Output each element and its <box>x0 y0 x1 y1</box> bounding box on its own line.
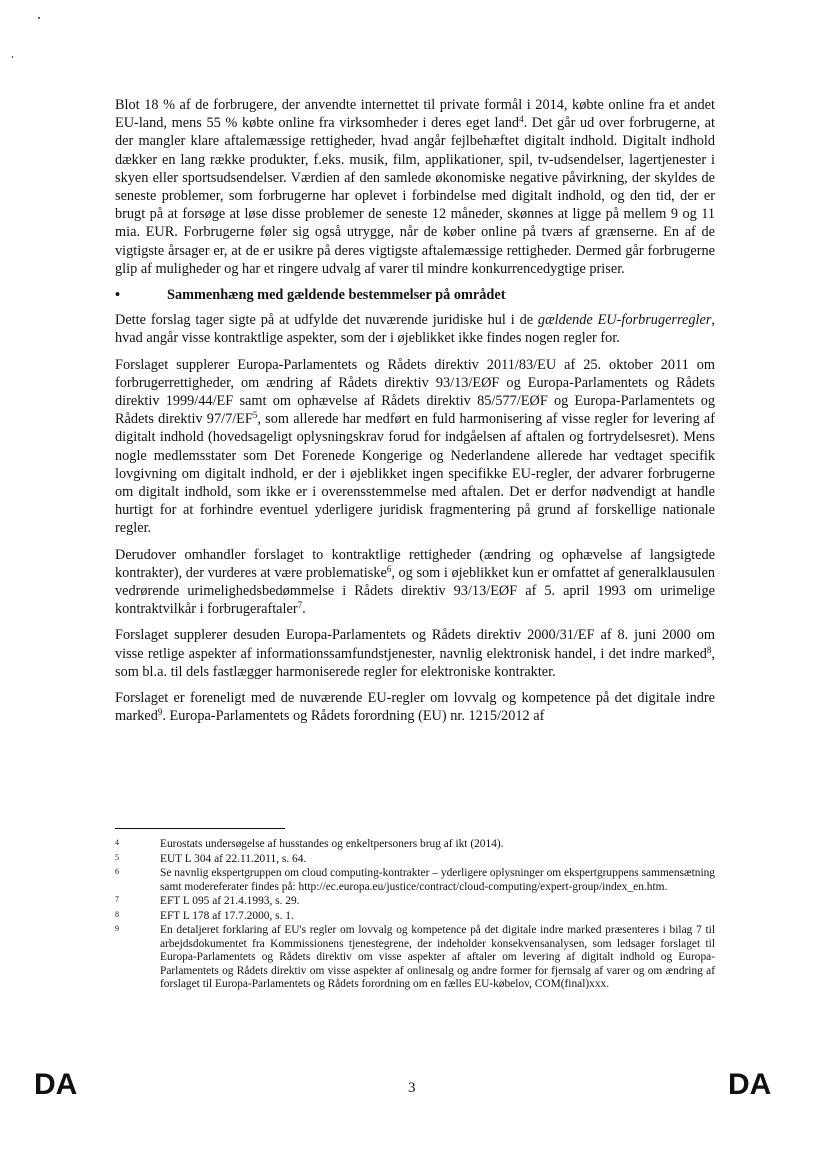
footnote-number: 8 <box>115 909 119 919</box>
footnote-number: 4 <box>115 838 119 847</box>
paragraph-text: . Europa-Parlamentets og Rådets forordning (EU) nr. 1215/2012 af <box>162 708 545 725</box>
paragraph-text: , som allerede har medført en fuld harmonisering af visse regler for levering af digitalt indhold (hovedsageligt oplysningskrav forud for indgåelsen af aftalen og fortrydelsesret). Mens nogle medlemsstater som Det Forenede Kongerige og Nederlandene allerede har vedtaget specifik lovgivning om digitalt indhold, er der i øjeblikket ingen specifikke EU-regler, der advarer forbrugerne om digitalt indhold, som ikke er i overensstemmelse med aftalen. Det er derfor nødvendigt at handle hurtigt for at forhindre eventuel yderligere juridisk fragmentering på grund af forskellige nationale regler. <box>115 411 715 537</box>
paragraph-text: Forslaget er foreneligt med de nuværende EU-regler om lovvalg og kompetence på det digitale indre marked <box>115 690 715 725</box>
paragraph-3 <box>115 356 715 538</box>
footnote <box>115 838 715 852</box>
paragraph-text: , som bl.a. til dels fastlægger harmoniserede regler for elektroniske kontrakter. <box>115 645 715 680</box>
body-text <box>115 96 715 734</box>
footnote-text: EFT L 095 af 21.4.1993, s. 29. <box>160 895 300 907</box>
paragraph-1 <box>115 96 715 278</box>
paragraph-text: , hvad angår visse kontraktlige aspekter, som der i øjeblikket ikke findes nogen regler for. <box>115 312 715 347</box>
section-heading-text: Sammenhæng med gældende bestemmelser på området <box>167 287 506 304</box>
footnote-divider <box>115 828 285 829</box>
footnote-text: EUT L 304 af 22.11.2011, s. 64. <box>160 852 307 865</box>
footnote-ref[interactable]: 4 <box>519 114 524 125</box>
footnote-ref[interactable]: 8 <box>706 644 712 655</box>
paragraph-text: . Det går ud over forbrugerne, at der mangler klare aftalemæssige rettigheder, hvad angår fejlbehæftet digitalt indhold. Digitalt indhold dækker en lang række produkter, f.eks. musik, film, applikationer, spil, tv-udsendelser, lagertjenester i skyen eller sportsudsendelser. Værdien af den samlede økonomiske negative påvirkning, der skyldes de seneste problemer, som forbrugerne har oplevet i forbindelse med digitalt indhold, og den tid, der er brugt på at forsøge at løse disse problemer de seneste 12 måneder, skønnes at ligge på mellem 9 og 11 mia. EUR. Forbrugerne føler sig også utrygge, når de køber online på tværs af grænserne. En af de vigtigste årsager er, at de er usikre på deres vigtigste aftalemæssige rettigheder. Dermed går forbrugerne glip af muligheder og har et ringere udvalg af varer til mindre konkurrencedygtige priser. <box>115 115 715 277</box>
footnote-text: Eurostats undersøgelse af husstandes og enkeltpersoners brug af ikt (2014). <box>160 838 504 850</box>
page-number: 3 <box>408 1080 416 1096</box>
footnote <box>115 853 715 867</box>
footnote-ref[interactable]: 7 <box>297 600 303 611</box>
scan-speck <box>12 56 13 58</box>
section-heading <box>115 286 715 304</box>
paragraph-text: . <box>302 601 306 618</box>
footnote <box>115 867 715 894</box>
paragraph-text: Derudover omhandler forslaget to kontraktlige rettigheder (ændring og ophævelse af langsigtede kontrakter), der vurderes at være problematiske <box>115 546 715 581</box>
footnote-number: 7 <box>115 895 119 904</box>
paragraph-text: Blot 18 % af de forbrugere, der anvendte internettet til private formål i 2014, købte online fra et andet EU-land, mens 55 % købte online fra virksomheder i deres eget land <box>115 97 715 132</box>
scan-speck <box>38 17 40 19</box>
footnote-ref[interactable]: 6 <box>386 563 392 574</box>
paragraph-4 <box>115 546 715 619</box>
footnote <box>115 895 715 909</box>
paragraph-text: Forslaget supplerer desuden Europa-Parlamentets og Rådets direktiv 2000/31/EF af 8. juni 2000 om visse retlige aspekter af informationssamfundstjenester, navnlig elektronisk handel, i det indre marked <box>115 627 715 662</box>
footnote-text[interactable]: Se navnlig ekspertgruppen om cloud computing-kontrakter – yderligere oplysninger om ekspertgruppens sammensætning samt modereferater findes på: http://ec.europa.eu/justice/contract/cloud-computing/expert-group/index_en.htm. <box>160 867 715 893</box>
footnote <box>115 910 715 924</box>
footnote-number: 6 <box>115 867 119 876</box>
footnote-ref[interactable]: 5 <box>252 410 258 421</box>
language-code-left: DA <box>34 1068 78 1101</box>
paragraph-text: , og som i øjeblikket kun er omfattet af generalklausulen vedrørende urimelighedsbedømmelse i Rådets direktiv 93/13/EØF af 5. april 1993 om urimelige kontraktvilkår i forbrugeraftaler <box>115 564 715 618</box>
footnotes <box>115 838 715 993</box>
paragraph-6 <box>115 689 715 725</box>
paragraph-text: Dette forslag tager sigte på at udfylde det nuværende juridiske hul i de <box>115 312 538 329</box>
italic-term: gældende EU-forbrugerregler <box>537 312 712 329</box>
paragraph-2 <box>115 311 715 347</box>
footnote <box>115 924 715 992</box>
bullet-icon: • <box>115 287 121 304</box>
paragraph-5 <box>115 626 715 681</box>
footnote-text: En detaljeret forklaring af EU's regler om lovvalg og kompetence på det digitale indre marked præsenteres i bilag 7 til arbejdsdokumentet fra Kommissionens tjenestegrene, der indeholder konsekvensanalysen, som ledsager forslaget til Europa-Parlamentets og Rådets direktiv om visse aspekter af aftaler om levering af digitalt indhold og Europa-Parlamentets og Rådets direktiv om visse aspekter af onlinesalg og andre former for fjernsalg af varer og om ændring af forslaget til Europa-Parlamentets og Rådets forordning om en fælles EU-købelov, COM(final)xxx. <box>160 924 715 990</box>
language-code-right: DA <box>728 1068 772 1101</box>
footnote-ref[interactable]: 9 <box>157 707 163 718</box>
footnote-text: EFT L 178 af 17.7.2000, s. 1. <box>160 909 294 922</box>
paragraph-text: Forslaget supplerer Europa-Parlamentets og Rådets direktiv 2011/83/EU af 25. oktober 2011 om forbrugerrettigheder, om ændring af Rådets direktiv 93/13/EØF og Europa-Parlamentets og Rådets direktiv 1999/44/EF samt om ophævelse af Rådets direktiv 85/577/EØF og Europa-Parlamentets og Rådets direktiv 97/7/EF <box>115 356 715 428</box>
footnote-number: 9 <box>115 924 119 933</box>
footnote-number: 5 <box>115 852 119 862</box>
